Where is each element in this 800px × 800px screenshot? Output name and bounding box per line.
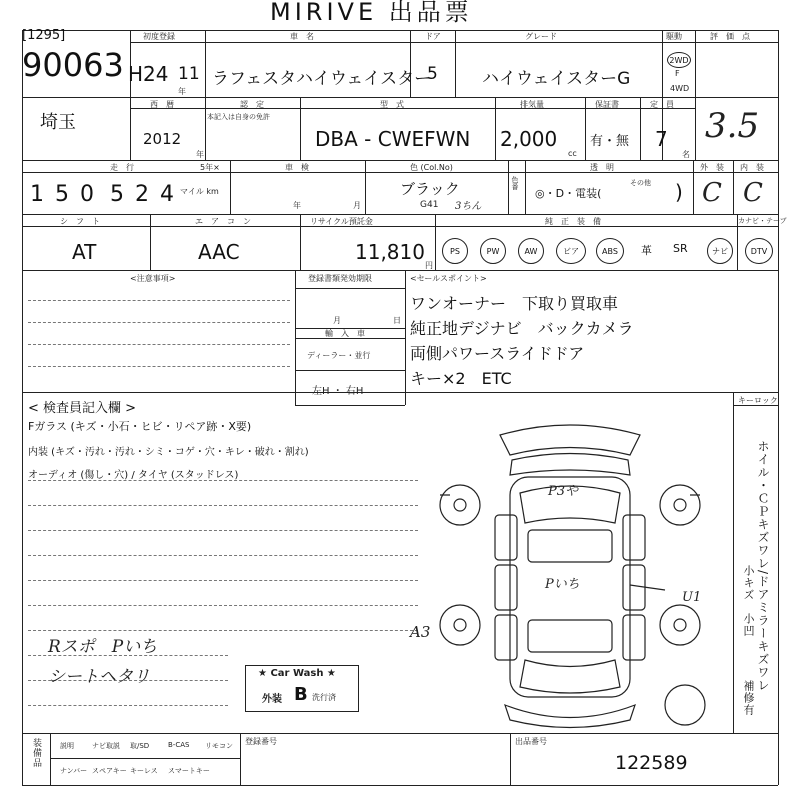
drive-f: F <box>675 69 680 78</box>
diag-p3: P3や <box>548 484 579 499</box>
diag-p4: Pいち <box>545 577 580 592</box>
equip-sr: SR <box>673 242 688 255</box>
label-exterior: 外 装 <box>700 163 724 172</box>
auction-number: 122589 <box>615 752 688 774</box>
label-mileage: 走 行 <box>110 163 134 172</box>
label-drive: 駆動 <box>666 32 682 41</box>
equip-navi: ナビ <box>707 238 733 264</box>
label-shift: シ フ ト <box>60 217 100 226</box>
label-cert-sub: 本記入は自身の免許 <box>207 113 270 121</box>
inspector-line-2: 内装 (キズ・汚れ・汚れ・シミ・コゲ・穴・キレ・破れ・割れ) <box>28 447 309 458</box>
footer-r1-c1: 説明 <box>60 742 74 750</box>
equip-pw: PW <box>480 238 506 264</box>
label-ins-month: 月 <box>353 201 361 210</box>
label-person: 名 <box>682 150 690 159</box>
footer-equip-col: 装備品 <box>31 738 41 768</box>
sales-point-4: キー×2 ETC <box>410 369 512 388</box>
label-reg-expiry: 登録書類発効期限 <box>308 274 372 283</box>
mileage-d5: 2 <box>135 182 149 207</box>
aircon: AAC <box>198 240 240 264</box>
drive-4wd: 4WD <box>670 84 690 93</box>
mileage-d3: 0 <box>80 182 94 207</box>
label-reg-no: 登録番号 <box>245 737 277 746</box>
inspector-line-3: オーディオ (傷し・穴) / タイヤ (スタッドレス) <box>28 470 239 481</box>
equip-abs: ABS <box>596 238 624 264</box>
label-color: 色 (Col.No) <box>410 163 453 172</box>
glass-close: ) <box>675 180 683 204</box>
label-aircon: エ ア コ ン <box>195 217 251 226</box>
car-wash-title: ★ Car Wash ★ <box>258 668 336 679</box>
era-year: H24 <box>128 62 169 86</box>
label-capacity: 定 員 <box>650 100 674 109</box>
footer-r2-c4: スマートキー <box>168 767 210 775</box>
label-model-year: 西 暦 <box>150 100 174 109</box>
interior-grade: C <box>743 178 763 208</box>
side-sub: 小キズ 小凹 <box>742 565 755 637</box>
reg-month: 11 <box>178 64 200 84</box>
label-day: 日 <box>393 316 401 325</box>
footer-r1-c4: B-CAS <box>168 741 190 749</box>
car-wash-suffix: 洗行済 <box>312 693 336 702</box>
label-car-name: 車 名 <box>290 32 314 41</box>
label-color-extra: 色番 <box>511 176 519 190</box>
inspector-hand-1: Rスポ Pいち <box>48 637 158 657</box>
footer-r2-c2: スペアキー <box>92 767 127 775</box>
label-cc: cc <box>568 149 577 158</box>
shift: AT <box>72 240 97 264</box>
side-repair: 補修有 <box>742 680 755 716</box>
diag-u1: U1 <box>682 590 702 605</box>
recycle-amount: 11,810 <box>355 240 425 264</box>
score: 3.5 <box>705 106 760 146</box>
car-wash-grade: B <box>294 684 308 705</box>
color-code: G41 <box>420 200 439 210</box>
mileage-unit: マイル km <box>180 187 219 196</box>
label-inspector: < 検査員記入欄 > <box>28 401 137 416</box>
inspector-line-1: Fガラス (キズ・小石・ヒビ・リペア跡・X要) <box>28 420 252 433</box>
equip-ps: PS <box>442 238 468 264</box>
footer-r1-c2: ナビ取説 <box>92 742 120 750</box>
equip-leather-opt: ビア <box>556 238 586 264</box>
footer-r1-c5: リモコン <box>205 742 233 750</box>
form-title: MIRIVE 出品票 <box>270 0 473 26</box>
label-glass: 透 明 <box>590 163 614 172</box>
label-import: 輸 入 車 <box>325 329 365 338</box>
model-code: DBA - CWEFWN <box>315 127 471 151</box>
label-month: 月 <box>333 316 341 325</box>
car-wash-grade-label: 外装 <box>262 694 282 705</box>
label-grade: グレード <box>525 32 557 41</box>
equip-leather: 革 <box>641 244 652 257</box>
footer-r2-c1: ナンバー <box>60 767 88 775</box>
lot-number: 90063 <box>22 46 124 84</box>
equip-aw: AW <box>518 238 544 264</box>
footer-r2-c3: キーレス <box>130 767 158 775</box>
label-notes: <注意事項> <box>130 274 176 283</box>
label-interior: 内 装 <box>740 163 764 172</box>
label-keylock: キーロック <box>738 396 778 405</box>
label-warranty: 保証書 <box>595 100 619 109</box>
label-inspection: 車 検 <box>285 163 309 172</box>
label-model: 型 式 <box>380 100 404 109</box>
footer-r1-c3: 取/SD <box>130 742 150 750</box>
exterior-grade: C <box>702 178 722 208</box>
door-count: 5 <box>427 64 438 84</box>
mileage-d2: 5 <box>55 182 69 207</box>
label-five-kei: 5年× <box>200 163 220 172</box>
mileage-d4: 5 <box>110 182 124 207</box>
label-equipment: 純 正 装 備 <box>545 217 601 226</box>
sales-point-1: ワンオーナー 下取り買取車 <box>410 294 619 313</box>
label-score: 評 価 点 <box>710 32 750 41</box>
label-ins-year: 年 <box>293 201 301 210</box>
label-year-unit: 年 <box>178 87 186 96</box>
inspector-hand-2: シートヘタリ <box>48 667 150 687</box>
grade: ハイウェイスターG <box>482 69 631 89</box>
drive-2wd: 2WD <box>667 52 691 68</box>
sales-point-2: 純正地デジナビ バックカメラ <box>410 319 634 338</box>
model-year: 2012 <box>143 130 182 148</box>
car-name: ラフェスタハイウェイスター <box>212 69 432 89</box>
mileage-d1: 1 <box>30 182 44 207</box>
mileage-d6: 4 <box>160 182 174 207</box>
equip-dtv: DTV <box>745 238 773 264</box>
label-door: ドア <box>425 32 441 41</box>
label-cert: 認 定 <box>240 100 264 109</box>
color-note: 3ちん <box>455 201 482 212</box>
label-recycle: リサイクル預託金 <box>310 217 373 226</box>
label-navi-spec: カナビ・テーブ <box>738 217 787 225</box>
label-sales: <セールスポイント> <box>410 274 487 283</box>
label-auction-no: 出品番号 <box>515 737 547 746</box>
label-year-unit-2: 年 <box>196 150 204 159</box>
displacement: 2,000 <box>500 127 558 151</box>
label-glass-other: その他 <box>630 179 651 187</box>
region: 埼玉 <box>40 112 76 133</box>
side-lr: 左H ・ 右H <box>312 386 364 397</box>
label-displacement: 排気量 <box>520 100 544 109</box>
warranty: 有・無 <box>590 134 630 149</box>
lot-code: [1295] <box>22 28 66 43</box>
color-name: ブラック <box>400 180 460 198</box>
diag-a3: A3 <box>410 623 431 641</box>
label-dealer: ディーラー・並行 <box>307 351 371 360</box>
sales-point-3: 両側パワースライドドア <box>410 344 585 363</box>
side-notes: ホイル・ＣＰキズワレ/ドアミラーキズワレ <box>756 440 770 693</box>
label-yen: 円 <box>425 261 433 270</box>
glass-opts: ◎・D・電装( <box>535 187 602 200</box>
capacity: 7 <box>655 127 668 151</box>
label-first-reg: 初度登録 <box>143 32 175 41</box>
